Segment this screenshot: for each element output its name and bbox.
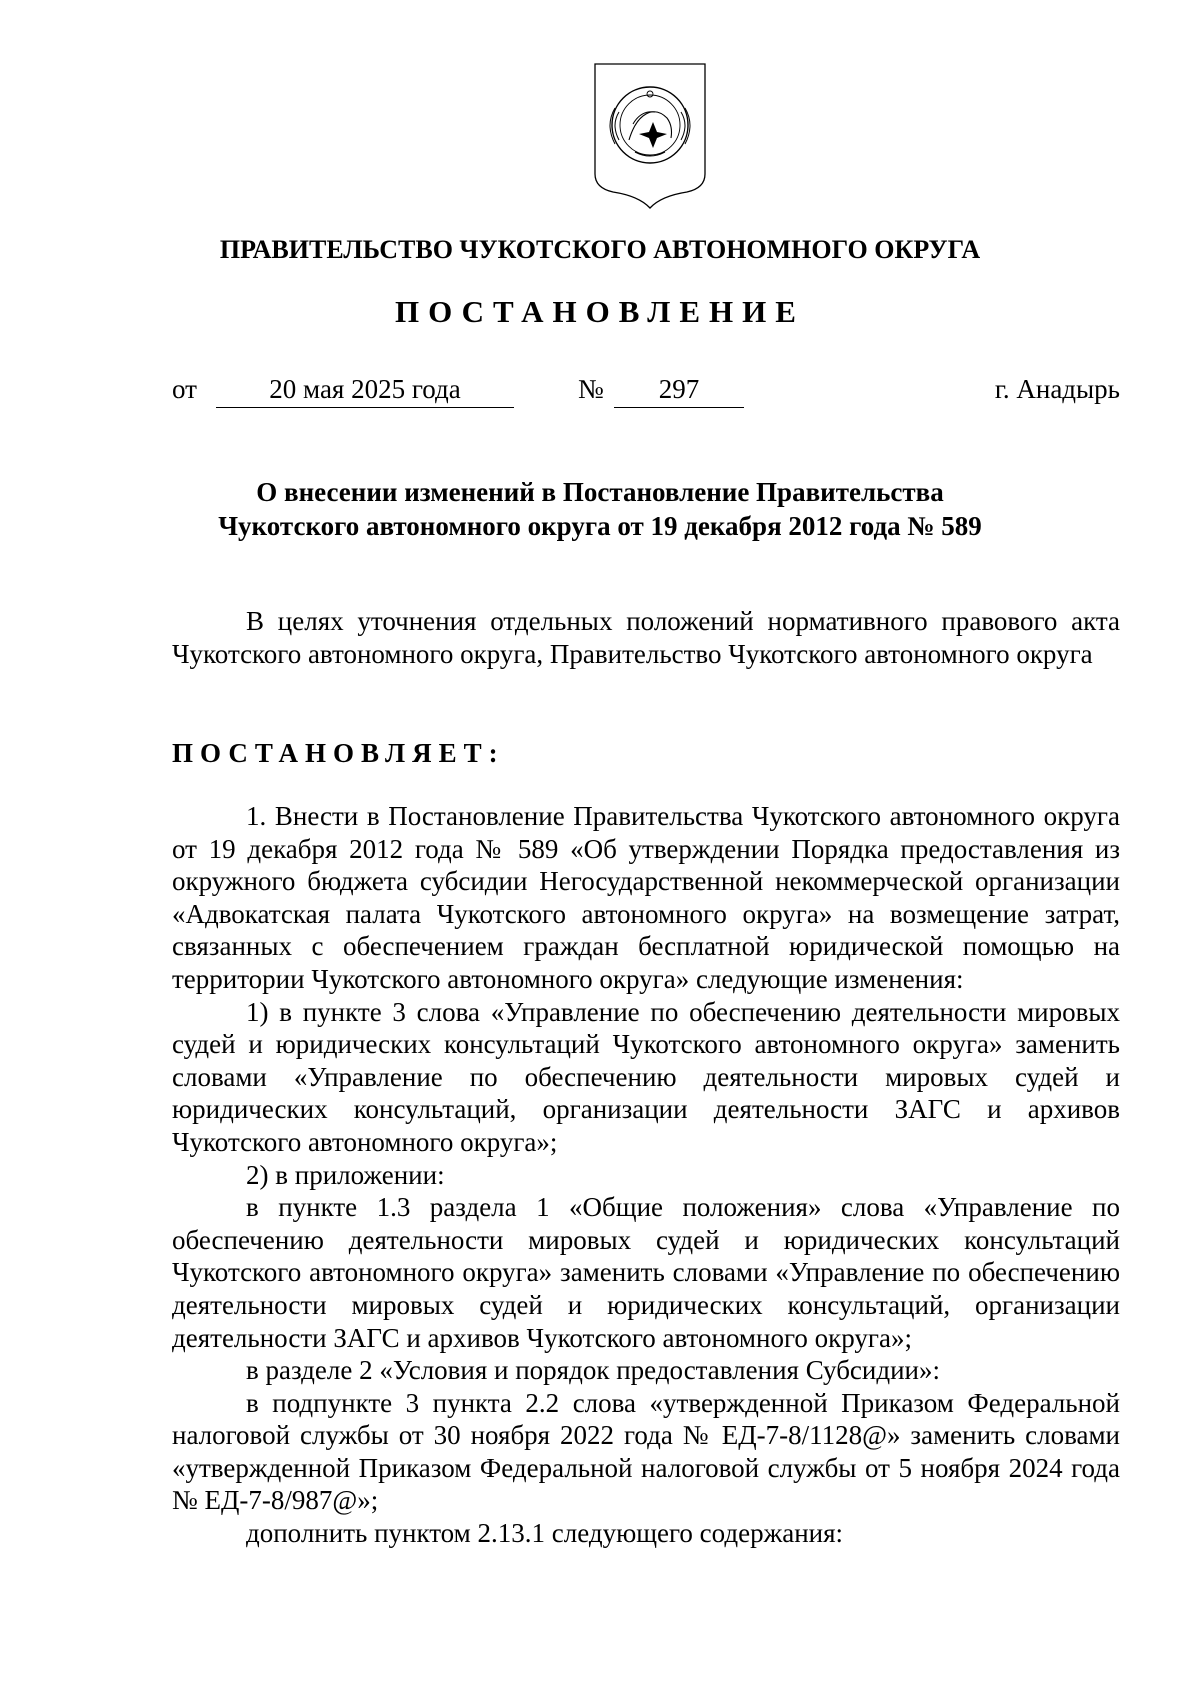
resolves-heading: ПОСТАНОВЛЯЕТ: (172, 738, 505, 768)
preamble-paragraph: В целях уточнения отдельных положений нормативного правового акта Чукотского автономного округа, Правительство Чукотского автономного округа (172, 606, 1120, 669)
preamble-block (172, 605, 1120, 670)
paragraph-1-2: 2) в приложении: (246, 1159, 445, 1190)
document-number: 297 (614, 374, 744, 408)
paragraph-1-1: 1) в пункте 3 слова «Управление по обеспечению деятельности мировых судей и юридических консультаций Чукотского автономного округа» заменить словами «Управление по обеспечению деятельности мировых судей и юридических консультаций, организации деятельности ЗАГС и архивов Чукотского автономного округа»; (172, 996, 1120, 1157)
government-title: ПРАВИТЕЛЬСТВО ЧУКОТСКОГО АВТОНОМНОГО ОКРУГА (219, 235, 981, 264)
document-date: 20 мая 2025 года (216, 374, 514, 408)
number-sign-label: № (578, 374, 604, 404)
subject-line-1: О внесении изменений в Постановление Правительства (256, 477, 944, 507)
document-meta-row (172, 374, 1120, 414)
coat-of-arms-icon (591, 62, 709, 210)
subject-line-2: Чукотского автономного округа от 19 декабря 2012 года № 589 (218, 511, 982, 541)
paragraph-1-2-c: в подпункте 3 пункта 2.2 слова «утвержденной Приказом Федеральной налоговой службы от 30 ноября 2022 года № ЕД-7-8/1128@» заменить словами «утвержденной Приказом Федеральной налоговой службы от 5 ноября 2024 года № ЕД-7-8/987@»; (172, 1387, 1120, 1516)
paragraph-1-2-d: дополнить пунктом 2.13.1 следующего содержания: (246, 1518, 844, 1549)
document-subject (0, 475, 1200, 543)
paragraph-1-2-a: в пункте 1.3 раздела 1 «Общие положения» слова «Управление по обеспечению деятельности мировых судей и юридических консультаций Чукотского автономного округа» заменить словами «Управление по обеспечению деятельности мировых судей и юридических консультаций, организации деятельности ЗАГС и архивов Чукотского автономного округа»; (172, 1192, 1120, 1353)
document-city: г. Анадырь (994, 374, 1120, 404)
resolution-body (172, 800, 1120, 1550)
date-prefix-label: от (172, 374, 197, 404)
paragraph-1: 1. Внести в Постановление Правительства Чукотского автономного округа от 19 декабря 2012 года № 589 «Об утверждении Порядка предоставления из окружного бюджета субсидии Негосударственной некоммерческой организации «Адвокатская палата Чукотского автономного округа» на возмещение затрат, связанных с обеспечением граждан бесплатной юридической помощью на территории Чукотского автономного округа» следующие изменения: (172, 801, 1120, 994)
document-type-title: ПОСТАНОВЛЕНИЕ (395, 294, 805, 329)
paragraph-1-2-b: в разделе 2 «Условия и порядок предоставления Субсидии»: (246, 1355, 940, 1386)
